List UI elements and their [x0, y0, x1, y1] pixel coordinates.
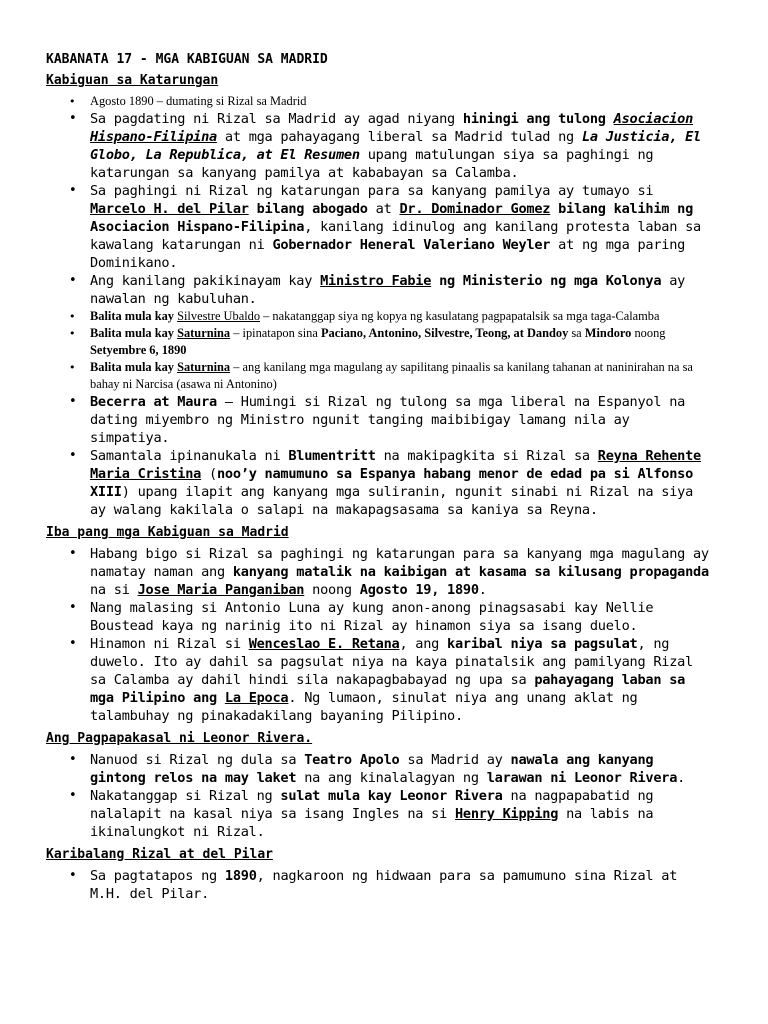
- text-run: ng Ministerio ng mga Kolonya: [431, 273, 662, 289]
- list-item: [46, 635, 712, 725]
- text-run: na si: [90, 582, 138, 598]
- text-run: . Ng lumaon, sinulat niya ang unang aklat ng talambuhay ng pinakadakilang bayaning Pilipino.: [90, 690, 638, 724]
- text-run: Gobernador Heneral Valeriano Weyler: [272, 237, 551, 253]
- emphasized-name: Dr. Dominador Gomez: [399, 201, 551, 217]
- text-run: Sa paghingi ni Rizal ng katarungan para sa kanyang pamilya ay tumayo si: [90, 183, 654, 199]
- text-run: – nakatanggap siya ng kopya ng kasulatang pagpapatalsik sa mga taga-Calamba: [260, 309, 660, 323]
- list-item: [46, 110, 712, 182]
- bullet-list: [46, 867, 712, 903]
- list-item: [46, 93, 712, 110]
- list-item: [46, 359, 712, 393]
- text-run: na labis na ikinalungkot ni Rizal.: [90, 806, 654, 840]
- text-run: Balita mula kay: [90, 360, 178, 374]
- text-run: Samantala ipinanukala ni: [90, 448, 289, 464]
- text-run: Nakatanggap si Rizal ng: [90, 788, 281, 804]
- text-run: Becerra at Maura: [90, 394, 217, 410]
- text-run: Mindoro: [584, 326, 632, 340]
- text-run: bilang kalihim ng Asociacion Hispano-Filipina: [90, 201, 694, 235]
- list-item: [46, 182, 712, 272]
- text-run: noo’y namumuno sa Espanya habang menor de edad pa si Alfonso XIII: [90, 466, 694, 500]
- bullet-list: [46, 751, 712, 841]
- section-heading: Iba pang mga Kabiguan sa Madrid: [46, 525, 289, 540]
- text-run: Nanuod si Rizal ng dula sa: [90, 752, 305, 768]
- text-run: Blumentritt: [288, 448, 376, 464]
- text-run: Teatro Apolo: [304, 752, 400, 768]
- bullet-list: [46, 93, 712, 519]
- text-run: noong: [631, 326, 666, 340]
- text-run: (: [201, 466, 217, 482]
- list-item: [46, 447, 712, 519]
- text-run: , ang: [399, 636, 448, 652]
- text-run: Agosto 19, 1890: [359, 582, 479, 598]
- text-run: larawan ni Leonor Rivera: [486, 770, 678, 786]
- text-run: Hinamon ni Rizal si: [90, 636, 249, 652]
- emphasized-name: Wenceslao E. Retana: [248, 636, 400, 652]
- list-item: [46, 325, 712, 359]
- text-run: Nang malasing si Antonio Luna ay kung anon-anong pinagsasabi kay Nellie Boustead kaya ng narinig ito ni Rizal ay hinamon siya sa isang duelo.: [90, 600, 654, 634]
- chapter-title: KABANATA 17 - MGA KABIGUAN SA MADRID: [46, 52, 328, 67]
- emphasized-name: Asociacion Hispano-Filipina: [90, 111, 693, 145]
- text-run: hiningi ang tulong: [462, 111, 614, 127]
- section-heading: Ang Pagpapakasal ni Leonor Rivera.: [46, 731, 313, 746]
- emphasized-name: Marcelo H. del Pilar: [90, 201, 249, 217]
- text-run: .: [478, 582, 487, 598]
- text-run: na makipagkita si Rizal sa: [375, 448, 598, 464]
- text-run: bilang abogado: [248, 201, 368, 217]
- section-heading: Kabiguan sa Katarungan: [46, 73, 219, 88]
- text-run: , kanilang idinulog ang kanilang protesta laban sa kawalang katarungan ni: [90, 219, 701, 253]
- text-run: noong: [304, 582, 360, 598]
- text-run: 1890: [224, 868, 257, 884]
- text-run: kanyang matalik na kaibigan at kasama sa kilusang propaganda: [232, 564, 709, 580]
- list-item: [46, 393, 712, 447]
- document-body: [46, 73, 712, 903]
- text-run: Sa pagtatapos ng: [90, 868, 225, 884]
- text-run: Balita mula kay: [90, 309, 178, 323]
- list-item: [46, 272, 712, 308]
- emphasized-name: Henry Kipping: [454, 806, 559, 822]
- list-item: [46, 787, 712, 841]
- emphasized-name: Jose Maria Panganiban: [137, 582, 305, 598]
- text-run: sulat mula kay Leonor Rivera: [280, 788, 503, 804]
- emphasized-name: Ministro Fabie: [320, 273, 432, 289]
- emphasized-name: Saturnina: [177, 360, 231, 374]
- text-run: at mga pahayagang liberal sa Madrid tulad ng: [216, 129, 582, 145]
- emphasized-name: La Epoca: [224, 690, 289, 706]
- text-run: Habang bigo si Rizal sa paghingi ng katarungan para sa kanyang mga magulang ay namatay naman ang: [90, 546, 709, 580]
- text-run: at: [367, 201, 400, 217]
- text-run: na ang kinalalagyan ng: [296, 770, 487, 786]
- text-run: .: [677, 770, 686, 786]
- emphasized-name: Silvestre Ubaldo: [177, 309, 261, 323]
- text-run: nawala ang kanyang gintong relos na may laket: [90, 752, 654, 786]
- text-run: na nagpapabatid ng nalalapit na kasal niya sa isang Ingles na si: [90, 788, 654, 822]
- bullet-list: [46, 545, 712, 725]
- text-run: , ng duwelo. Ito ay dahil sa pagsulat niya na kaya pinatalsik ang pamilyang Rizal sa Calamba ay dahil hindi sila nakapagbabayad ng upa sa: [90, 636, 693, 688]
- text-run: sa: [568, 326, 585, 340]
- text-run: Setyembre 6, 1890: [90, 343, 187, 357]
- text-run: at ng mga paring Dominikano.: [90, 237, 686, 271]
- text-run: Sa pagdating ni Rizal sa Madrid ay agad niyang: [90, 111, 463, 127]
- list-item: [46, 867, 712, 903]
- text-run: Paciano, Antonino, Silvestre, Teong, at Dandoy: [320, 326, 569, 340]
- section-heading: Karibalang Rizal at del Pilar: [46, 847, 273, 862]
- text-run: ay nawalan ng kabuluhan.: [90, 273, 686, 307]
- text-run: La Justicia, El Globo, La Republica, at El Resumen: [90, 129, 701, 163]
- list-item: [46, 308, 712, 325]
- text-run: upang matulungan siya sa paghingi ng katarungan sa kanyang pamilya at kababayan sa Calamba.: [90, 147, 654, 181]
- emphasized-name: Saturnina: [177, 326, 231, 340]
- text-run: Ang kanilang pakikinayam kay: [90, 273, 321, 289]
- emphasized-name: Reyna Rehente Maria Cristina: [90, 448, 701, 482]
- text-run: – ang kanilang mga magulang ay sapilitang pinaalis sa kanilang tahanan at naninirahan na sa bahay ni Narcisa (asawa ni Antonino): [90, 360, 693, 391]
- text-run: pahayagang laban sa mga Pilipino ang: [90, 672, 686, 706]
- text-run: ) upang ilapit ang kanyang mga suliranin, ngunit sinabi ni Rizal na siya ay walang kakilala o salapi na makapagsasama sa kaniya sa Reyna.: [90, 484, 694, 518]
- text-run: Balita mula kay: [90, 326, 178, 340]
- text-run: , nagkaroon ng hidwaan para sa pamumuno sina Rizal at M.H. del Pilar.: [90, 868, 678, 902]
- list-item: [46, 751, 712, 787]
- text-run: sa Madrid ay: [399, 752, 511, 768]
- text-run: karibal niya sa pagsulat: [447, 636, 638, 652]
- list-item: [46, 599, 712, 635]
- text-run: Agosto 1890 – dumating si Rizal sa Madrid: [90, 94, 307, 108]
- text-run: – Humingi si Rizal ng tulong sa mga liberal na Espanyol na dating miyembro ng Ministro ngunit tanging maibibigay lamang nila ay simpatiya.: [90, 394, 686, 446]
- list-item: [46, 545, 712, 599]
- text-run: – ipinatapon sina: [230, 326, 321, 340]
